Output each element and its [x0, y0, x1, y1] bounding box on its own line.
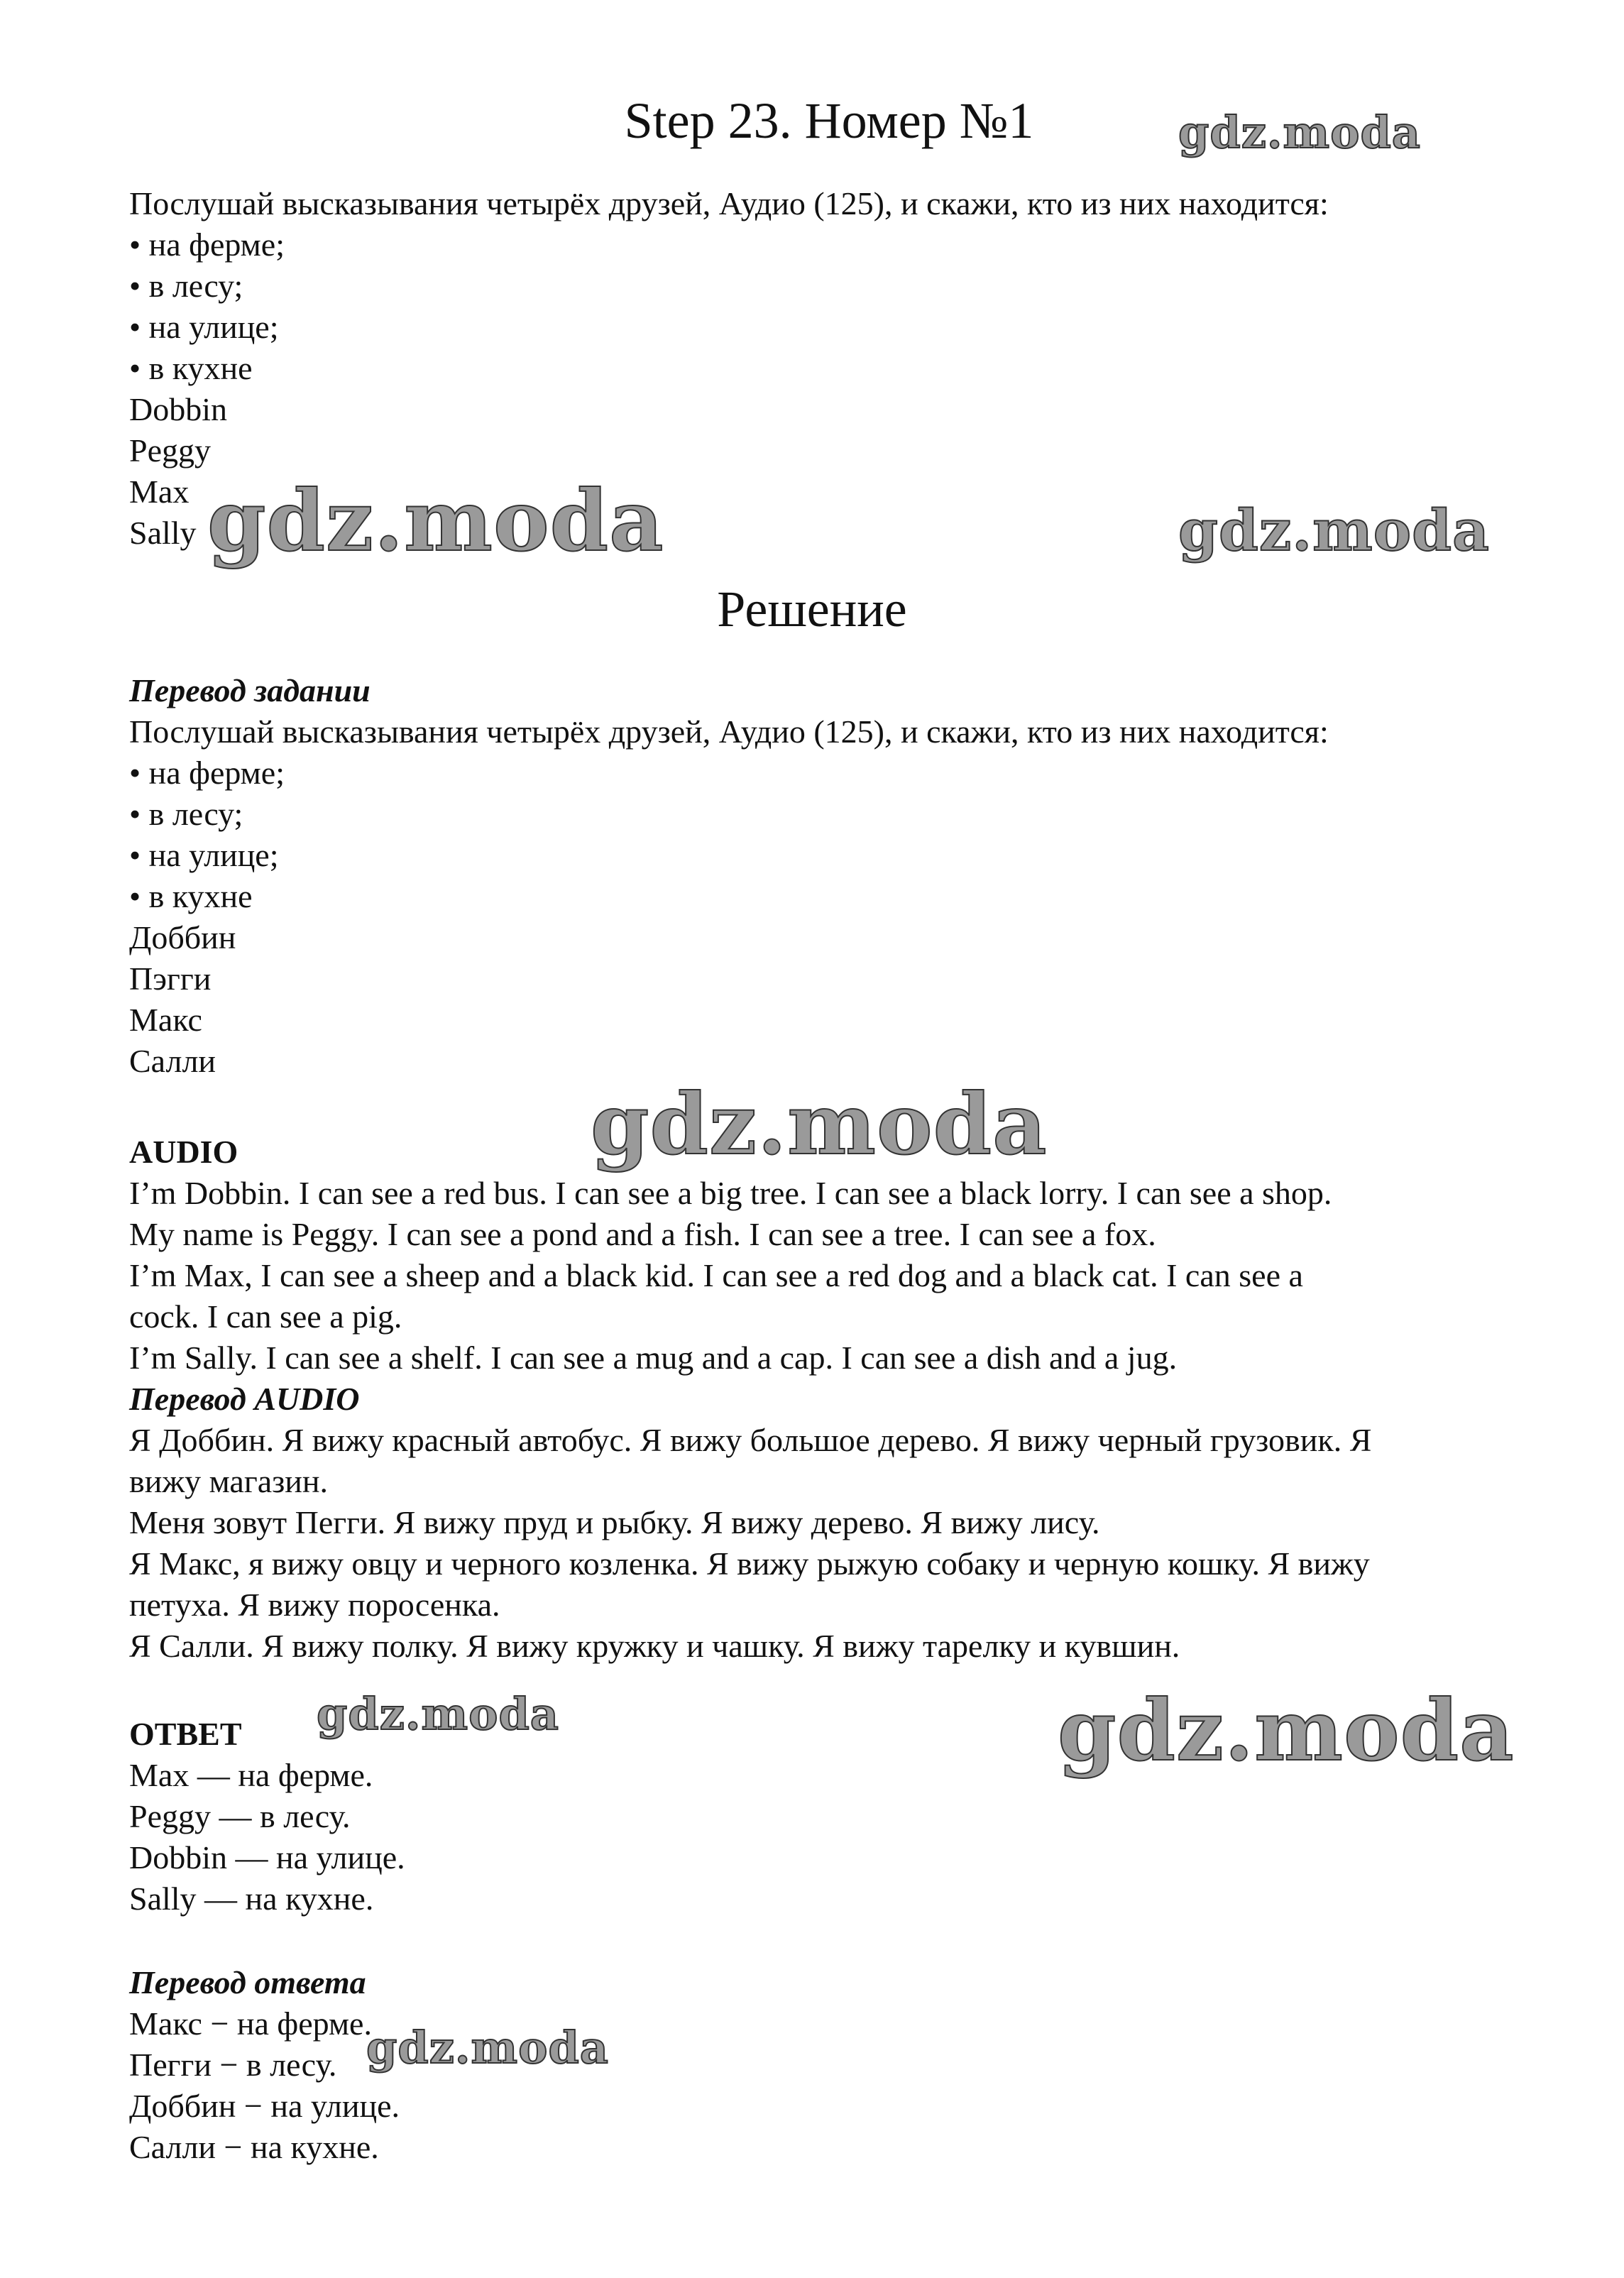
task-translation-block	[129, 670, 1577, 1082]
task-name: Dobbin	[129, 391, 227, 427]
audio-line: cock. I can see a pig.	[129, 1298, 402, 1335]
translation-instruction: Послушай высказывания четырёх друзей, Аудио (125), и скажи, кто из них находится:	[129, 713, 1329, 750]
audio-translation-line: Я Макс, я вижу овцу и черного козленка. Я вижу рыжую собаку и черную кошку. Я вижу	[129, 1545, 1370, 1582]
task-name: Peggy	[129, 432, 211, 469]
answer-translation-line: Салли − на кухне.	[129, 2129, 379, 2165]
translation-name: Салли	[129, 1043, 216, 1079]
answer-translation-line: Пегги − в лесу.	[129, 2047, 337, 2083]
audio-line: My name is Peggy. I can see a pond and a fish. I can see a tree. I can see a fox.	[129, 1216, 1156, 1252]
audio-line: I’m Sally. I can see a shelf. I can see a mug and a cap. I can see a dish and a jug.	[129, 1340, 1178, 1376]
audio-translation-line: петуха. Я вижу поросенка.	[129, 1587, 500, 1623]
audio-line: I’m Max, I can see a sheep and a black kid. I can see a red dog and a black cat. I can see a	[129, 1257, 1303, 1293]
audio-translation-line: Меня зовут Пегги. Я вижу пруд и рыбку. Я вижу дерево. Я вижу лису.	[129, 1504, 1100, 1540]
translation-option: • в лесу;	[129, 796, 243, 832]
answer-line: Peggy — в лесу.	[129, 1798, 351, 1834]
translation-heading: Перевод задании	[129, 672, 371, 708]
task-name: Max	[129, 473, 190, 510]
task-option: • на ферме;	[129, 226, 285, 263]
watermark: gdz.moda	[1178, 497, 1490, 564]
audio-translation-line: Я Салли. Я вижу полку. Я вижу кружку и чашку. Я вижу тарелку и кувшин.	[129, 1628, 1180, 1664]
translation-option: • на ферме;	[129, 755, 285, 791]
answer-line: Dobbin — на улице.	[129, 1839, 405, 1875]
watermark: gdz.moda	[1178, 106, 1421, 158]
task-name: Sally	[129, 515, 197, 551]
page-title: Step 23. Номер №1	[624, 92, 1034, 149]
translation-option: • на улице;	[129, 837, 279, 873]
answer-translation-line: Макс − на ферме.	[129, 2005, 372, 2042]
task-instruction: Послушай высказывания четырёх друзей, Аудио (125), и скажи, кто из них находится:	[129, 185, 1329, 221]
answer-line: Max — на ферме.	[129, 1757, 373, 1793]
audio-translation-heading: Перевод AUDIO	[129, 1381, 360, 1417]
translation-name: Макс	[129, 1002, 202, 1038]
audio-translation-line: Я Доббин. Я вижу красный автобус. Я вижу большое дерево. Я вижу черный грузовик. Я	[129, 1422, 1372, 1458]
answer-translation-line: Доббин − на улице.	[129, 2088, 400, 2124]
task-option: • в кухне	[129, 350, 253, 386]
task-option: • в лесу;	[129, 268, 243, 304]
answer-heading: ОТВЕТ	[129, 1716, 242, 1752]
audio-heading: AUDIO	[129, 1134, 238, 1170]
audio-translation-line: вижу магазин.	[129, 1463, 329, 1499]
watermark: gdz.moda	[366, 2022, 609, 2074]
translation-name: Пэгги	[129, 960, 212, 997]
answer-block	[129, 1714, 1577, 1920]
watermark: gdz.moda	[1058, 1681, 1515, 1780]
solution-title: Решение	[717, 581, 907, 637]
watermark: gdz.moda	[317, 1688, 559, 1740]
audio-block	[129, 1132, 1577, 1667]
watermark: gdz.moda	[591, 1075, 1048, 1173]
answer-translation-block	[129, 1962, 1577, 2168]
task-block	[129, 183, 1577, 554]
watermark: gdz.moda	[207, 471, 664, 570]
answer-translation-heading: Перевод ответа	[129, 1964, 366, 2000]
audio-line: I’m Dobbin. I can see a red bus. I can see a big tree. I can see a black lorry. I can see a shop.	[129, 1175, 1332, 1211]
answer-line: Sally — на кухне.	[129, 1880, 374, 1917]
translation-option: • в кухне	[129, 878, 253, 914]
task-option: • на улице;	[129, 309, 279, 345]
translation-name: Доббин	[129, 919, 236, 955]
